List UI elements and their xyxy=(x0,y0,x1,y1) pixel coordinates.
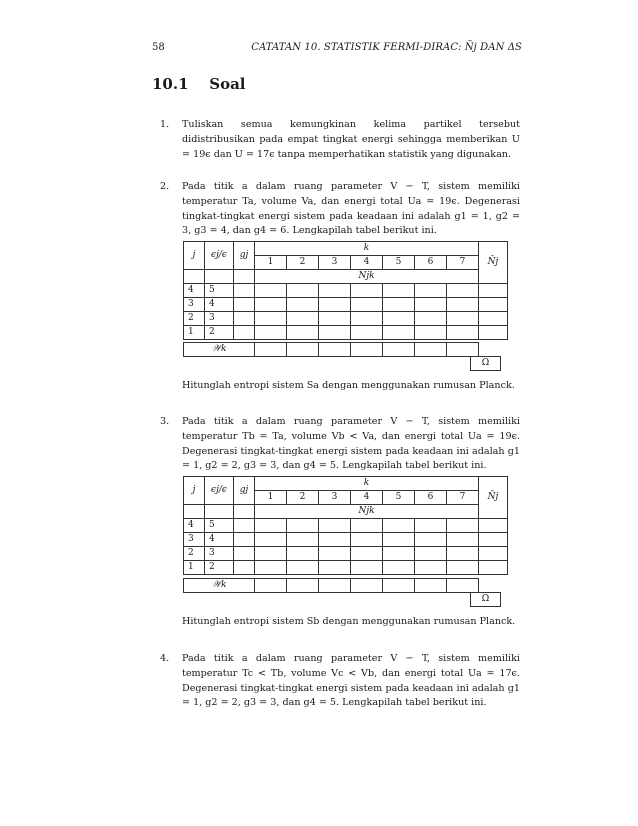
k-value: 5 xyxy=(383,491,415,505)
section-heading xyxy=(152,75,246,93)
cell-j: 3 xyxy=(184,533,205,547)
col-j-header: j xyxy=(184,477,205,505)
cell-g[interactable] xyxy=(234,547,255,561)
problem-2-note: Hitunglah entropi sistem Sa dengan menggunakan rumusan Planck. xyxy=(182,380,515,391)
cell-j: 3 xyxy=(184,298,205,312)
w-label: 𝒲k xyxy=(184,343,255,357)
problem-number: 2. xyxy=(160,181,170,192)
k-value: 2 xyxy=(287,256,319,270)
k-value: 3 xyxy=(319,491,351,505)
cell-g[interactable] xyxy=(234,326,255,340)
njk-header: Njk xyxy=(255,270,479,284)
cell-g[interactable] xyxy=(234,561,255,575)
k-value: 2 xyxy=(287,491,319,505)
table-row xyxy=(184,312,508,326)
section-title: Soal xyxy=(209,75,246,93)
distribution-table-2 xyxy=(183,241,508,340)
problem-2 xyxy=(160,180,520,239)
col-g-header: gj xyxy=(234,242,255,270)
cell-energy: 2 xyxy=(205,326,234,340)
cell-j: 1 xyxy=(184,561,205,575)
problem-text: Pada titik a dalam ruang parameter V − T, sistem memiliki temperatur Tb = Ta, volume Vb < Va, dan energi total Ua = 19ϵ. Degenerasi tingkat-tingkat energi sistem pada keadaan ini adalah g1 = 1, g2 = 2, g3 = 3, dan g4 = 5. Lengkapilah tabel berikut ini. xyxy=(182,416,520,472)
table-row xyxy=(184,533,508,547)
distribution-table-3 xyxy=(183,476,508,575)
cell-g[interactable] xyxy=(234,312,255,326)
col-nbar-header: N̄j xyxy=(479,242,508,284)
cell-j: 2 xyxy=(184,312,205,326)
problem-number: 3. xyxy=(160,416,170,427)
table-row xyxy=(184,326,508,340)
k-value: 3 xyxy=(319,256,351,270)
problem-number: 1. xyxy=(160,119,170,130)
njk-header: Njk xyxy=(255,505,479,519)
k-value: 5 xyxy=(383,256,415,270)
problem-3 xyxy=(160,415,520,474)
omega-label: Ω xyxy=(471,357,501,371)
col-energy-header: ϵj/ϵ xyxy=(205,477,234,505)
k-value: 4 xyxy=(351,491,383,505)
k-value: 6 xyxy=(415,491,447,505)
k-value: 1 xyxy=(255,491,287,505)
w-row-3 xyxy=(183,578,479,593)
cell-energy: 4 xyxy=(205,298,234,312)
problem-1 xyxy=(160,118,520,162)
omega-cell-3 xyxy=(470,592,501,607)
k-header: k xyxy=(255,477,479,491)
section-number: 10.1 xyxy=(152,75,189,93)
k-value: 6 xyxy=(415,256,447,270)
cell-g[interactable] xyxy=(234,519,255,533)
col-g-header: gj xyxy=(234,477,255,505)
cell-j: 4 xyxy=(184,284,205,298)
k-value: 7 xyxy=(447,491,479,505)
cell-j: 4 xyxy=(184,519,205,533)
problem-text: Tuliskan semua kemungkinan kelima partikel tersebut didistribusikan pada empat tingkat energi sehingga memberikan U = 19ϵ dan U = 17ϵ tanpa memperhatikan statistik yang digunakan. xyxy=(182,119,520,160)
col-nbar-header: N̄j xyxy=(479,477,508,519)
k-value: 7 xyxy=(447,256,479,270)
w-label: 𝒲k xyxy=(184,579,255,593)
k-value: 1 xyxy=(255,256,287,270)
w-row-2 xyxy=(183,342,479,357)
cell-energy: 3 xyxy=(205,547,234,561)
omega-label: Ω xyxy=(471,593,501,607)
problem-text: Pada titik a dalam ruang parameter V − T, sistem memiliki temperatur Tc < Tb, volume Vc < Vb, dan energi total Ua = 17ϵ. Degenerasi tingkat-tingkat energi sistem pada keadaan ini adalah g1 = 1, g2 = 2, g3 = 3, dan g4 = 5. Lengkapilah tabel berikut ini. xyxy=(182,653,520,709)
col-energy-header: ϵj/ϵ xyxy=(205,242,234,270)
table-row xyxy=(184,561,508,575)
cell-g[interactable] xyxy=(234,284,255,298)
k-value: 4 xyxy=(351,256,383,270)
table-row xyxy=(184,298,508,312)
cell-energy: 3 xyxy=(205,312,234,326)
col-j-header: j xyxy=(184,242,205,270)
table-row xyxy=(184,284,508,298)
problem-number: 4. xyxy=(160,653,170,664)
running-title: CATATAN 10. STATISTIK FERMI-DIRAC: N̄j DAN ΔS xyxy=(251,42,522,53)
problem-text: Pada titik a dalam ruang parameter V − T, sistem memiliki temperatur Ta, volume Va, dan energi total Ua = 19ϵ. Degenerasi tingkat-tingkat energi sistem pada keadaan ini adalah g1 = 1, g2 = 3, g3 = 4, dan g4 = 6. Lengkapilah tabel berikut ini. xyxy=(182,181,520,237)
k-header: k xyxy=(255,242,479,256)
cell-energy: 5 xyxy=(205,284,234,298)
problem-4 xyxy=(160,652,520,711)
cell-j: 1 xyxy=(184,326,205,340)
cell-g[interactable] xyxy=(234,298,255,312)
cell-energy: 2 xyxy=(205,561,234,575)
cell-j: 2 xyxy=(184,547,205,561)
cell-energy: 5 xyxy=(205,519,234,533)
table-row xyxy=(184,519,508,533)
cell-g[interactable] xyxy=(234,533,255,547)
problem-3-note: Hitunglah entropi sistem Sb dengan menggunakan rumusan Planck. xyxy=(182,616,516,627)
cell-energy: 4 xyxy=(205,533,234,547)
page-number: 58 xyxy=(152,42,165,53)
table-row xyxy=(184,547,508,561)
omega-cell-2 xyxy=(470,356,501,371)
